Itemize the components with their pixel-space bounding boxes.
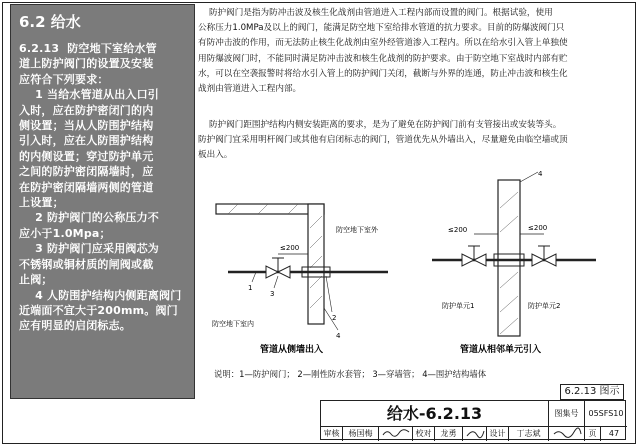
- drawing-title: 给水-6.2.13: [321, 401, 549, 427]
- clause-panel: [10, 4, 195, 399]
- atlas-number: 05SFS10: [585, 401, 627, 427]
- checker-signature: [463, 427, 487, 441]
- valve-right: [532, 254, 544, 266]
- callout-3: 3: [270, 290, 275, 298]
- unit-1-label: 防护单元1: [442, 302, 475, 310]
- title-block: [320, 400, 626, 440]
- unit-2-label: 防护单元2: [528, 302, 561, 310]
- page-label: 页: [585, 427, 601, 441]
- label-inside: 防空地下室内: [212, 320, 254, 328]
- caption-adjacent-unit: 管道从相邻单元引入: [460, 345, 542, 355]
- diagram-adjacent-unit: [432, 170, 596, 355]
- designer-name: 丁志斌: [509, 427, 549, 441]
- reviewer-name: 杨国梅: [343, 427, 379, 441]
- explanation-paragraph-1: 防护阀门是指为防冲击波及核生化战剂由管道进入工程内部而设置的阀门。根据试验，使用 公称压力1.0MPa及以上的阀门，能满足防空地下室给排水管道的抗力要求。目前的防爆波阀门只 有防冲击波的作用，而无法防止核生化战剂由室外经管道渗入工程内。所以在给水引入管上单独使 用防爆波阀门时，不能同时满足防冲击波和核生化战剂的防护要求。由于防空地下室战时内部有贮 水，可以在空袭报警时将给水引入管上的防护阀门关闭，截断与外界的连通，防止冲击波和核生化 战剂由管道进入工程内部。: [198, 8, 568, 95]
- figure-tag: 6.2.13 图示: [560, 384, 624, 400]
- callout-1: 1: [248, 284, 253, 292]
- caption-side-wall: 管道从侧墙出入: [260, 345, 324, 355]
- explanation-paragraph-2: 防护阀门距围护结构内侧安装距离的要求，是为了避免在防护阀门前有支管接出或安装等头。 防护阀门宜采用明杆阀门或其他有启闭标志的阀门，管道优先从外墙出入，尽量避免由临空墙或顶 板出入。: [198, 120, 568, 161]
- dimension-right: ≤200: [528, 224, 548, 232]
- label-outside: 防空地下室外: [336, 226, 378, 234]
- page-number: 47: [608, 429, 620, 438]
- legend-note: 说明：1—防护阀门； 2—刚性防水套管； 3—穿墙管； 4—围护结构墙体: [214, 369, 487, 379]
- valve-left: [462, 254, 474, 266]
- callout-2: 2: [332, 314, 337, 322]
- design-label: 设计: [487, 427, 509, 441]
- check-label: 校对: [413, 427, 435, 441]
- partition-wall: [498, 180, 520, 336]
- callout-wall: 4: [538, 170, 543, 178]
- designer-signature: [549, 427, 585, 441]
- reviewer-signature: [379, 427, 413, 441]
- dimension-label: ≤200: [280, 244, 300, 252]
- diagram-side-wall: [212, 204, 388, 355]
- valve-body: [266, 266, 278, 278]
- dimension-left: ≤200: [448, 226, 468, 234]
- atlas-label: 图集号: [549, 401, 585, 427]
- review-label: 审核: [321, 427, 343, 441]
- checker-name: 龙勇: [435, 427, 463, 441]
- installation-diagrams: [198, 168, 628, 368]
- section-title: 6.2 给水: [19, 13, 81, 31]
- callout-4: 4: [336, 332, 341, 340]
- clause-text: 6.2.13 防空地下室给水管 道上防护阀门的设置及安装 应符合下列要求： 1 当给水管道从出入口引 入时，应在防护密闭门的内 侧设置；当从人防围护结构 引入时，应在人防围护结构 的内侧设置；穿过防护单元 之间的防护密闭隔墙时，应 在防护密闭隔墙两侧的管道 上设置； 2 防护阀门的公称压力不 应小于1.0Mpa； 3 防护阀门应采用阀芯为 不锈钢或铜材质的闸阀或截 止阀； 4 人防围护结构内侧距离阀门 近端面不宜大于200mm。阀门 应有明显的启闭标志。: [19, 42, 182, 333]
